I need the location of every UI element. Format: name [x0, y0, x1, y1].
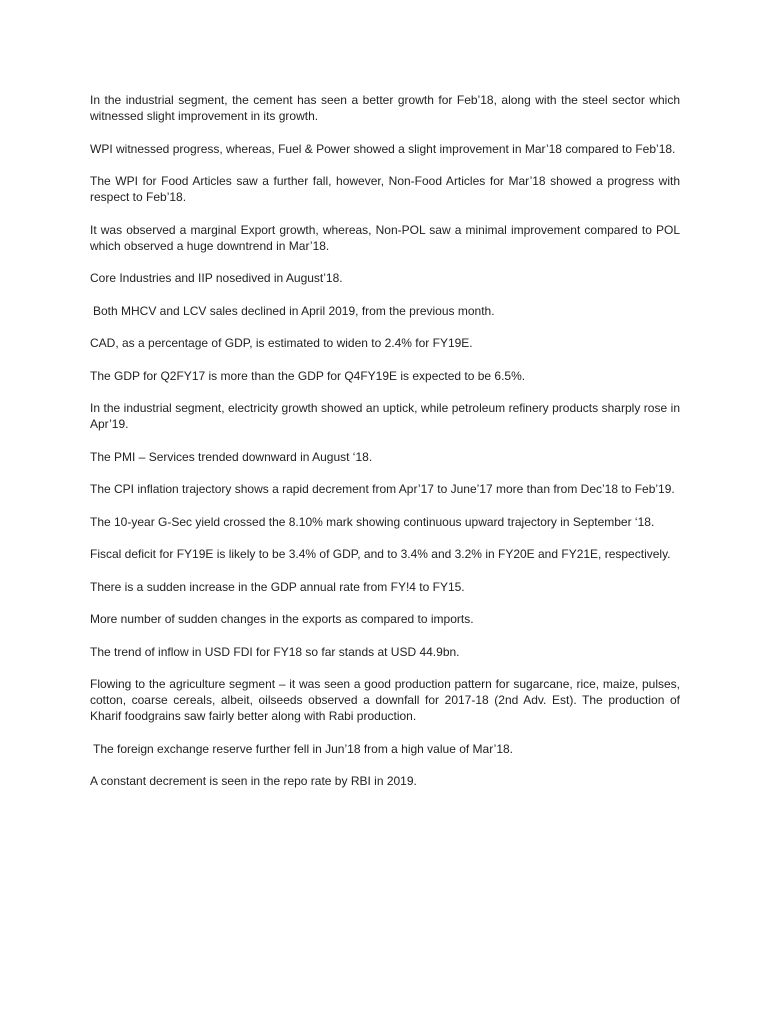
paragraph-gsec-yield: The 10-year G-Sec yield crossed the 8.10% mark showing continuous upward trajectory in September ‘18.	[90, 514, 655, 529]
paragraph-export-growth: It was observed a marginal Export growth, whereas, Non-POL saw a minimal improvement compared to POL which observed a huge downtrend in Mar’18.	[90, 222, 680, 253]
paragraph-mhcv-lcv-sales: Both MHCV and LCV sales declined in April 2019, from the previous month.	[93, 303, 495, 318]
paragraph-cpi-inflation: The CPI inflation trajectory shows a rapid decrement from Apr’17 to June’17 more than from Dec’18 to Feb’19.	[90, 482, 675, 496]
paragraph-cad-gdp: CAD, as a percentage of GDP, is estimated to widen to 2.4% for FY19E.	[90, 336, 473, 350]
paragraph-repo-rate: A constant decrement is seen in the repo rate by RBI in 2019.	[90, 774, 417, 788]
paragraph-usd-fdi: The trend of inflow in USD FDI for FY18 so far stands at USD 44.9bn.	[90, 644, 460, 659]
document-body	[90, 92, 680, 806]
paragraph-gdp-q2fy17: The GDP for Q2FY17 is more than the GDP for Q4FY19E is expected to be 6.5%.	[90, 368, 526, 383]
paragraph-agriculture-segment: Flowing to the agriculture segment – it was seen a good production pattern for sugarcane, rice, maize, pulses, cotton, coarse cereals, albeit, oilseeds observed a downfall for 2017-18 (2nd Adv. Est). The production of Kharif foodgrains saw fairly better along with Rabi production.	[90, 677, 680, 723]
paragraph-wpi-fuel-power: WPI witnessed progress, whereas, Fuel & Power showed a slight improvement in Mar’18 compared to Feb’18.	[90, 141, 676, 156]
paragraph-gdp-annual-rate: There is a sudden increase in the GDP annual rate from FY!4 to FY15.	[90, 579, 465, 594]
paragraph-pmi-services: The PMI – Services trended downward in August ‘18.	[90, 449, 373, 464]
paragraph-core-industries: Core Industries and IIP nosedived in August’18.	[90, 271, 343, 285]
paragraph-forex-reserve: The foreign exchange reserve further fell in Jun’18 from a high value of Mar’18.	[93, 741, 514, 756]
paragraph-fiscal-deficit: Fiscal deficit for FY19E is likely to be 3.4% of GDP, and to 3.4% and 3.2% in FY20E and FY21E, respectively.	[90, 547, 671, 561]
paragraph-electricity-growth: In the industrial segment, electricity growth showed an uptick, while petroleum refinery products sharply rose in Apr’19.	[90, 401, 680, 431]
paragraph-exports-imports: More number of sudden changes in the exports as compared to imports.	[90, 612, 474, 626]
paragraph-cement-steel: In the industrial segment, the cement has seen a better growth for Feb’18, along with the steel sector which witnessed slight improvement in its growth.	[90, 93, 680, 123]
paragraph-wpi-food-articles: The WPI for Food Articles saw a further fall, however, Non-Food Articles for Mar’18 showed a progress with respect to Feb’18.	[90, 174, 680, 204]
